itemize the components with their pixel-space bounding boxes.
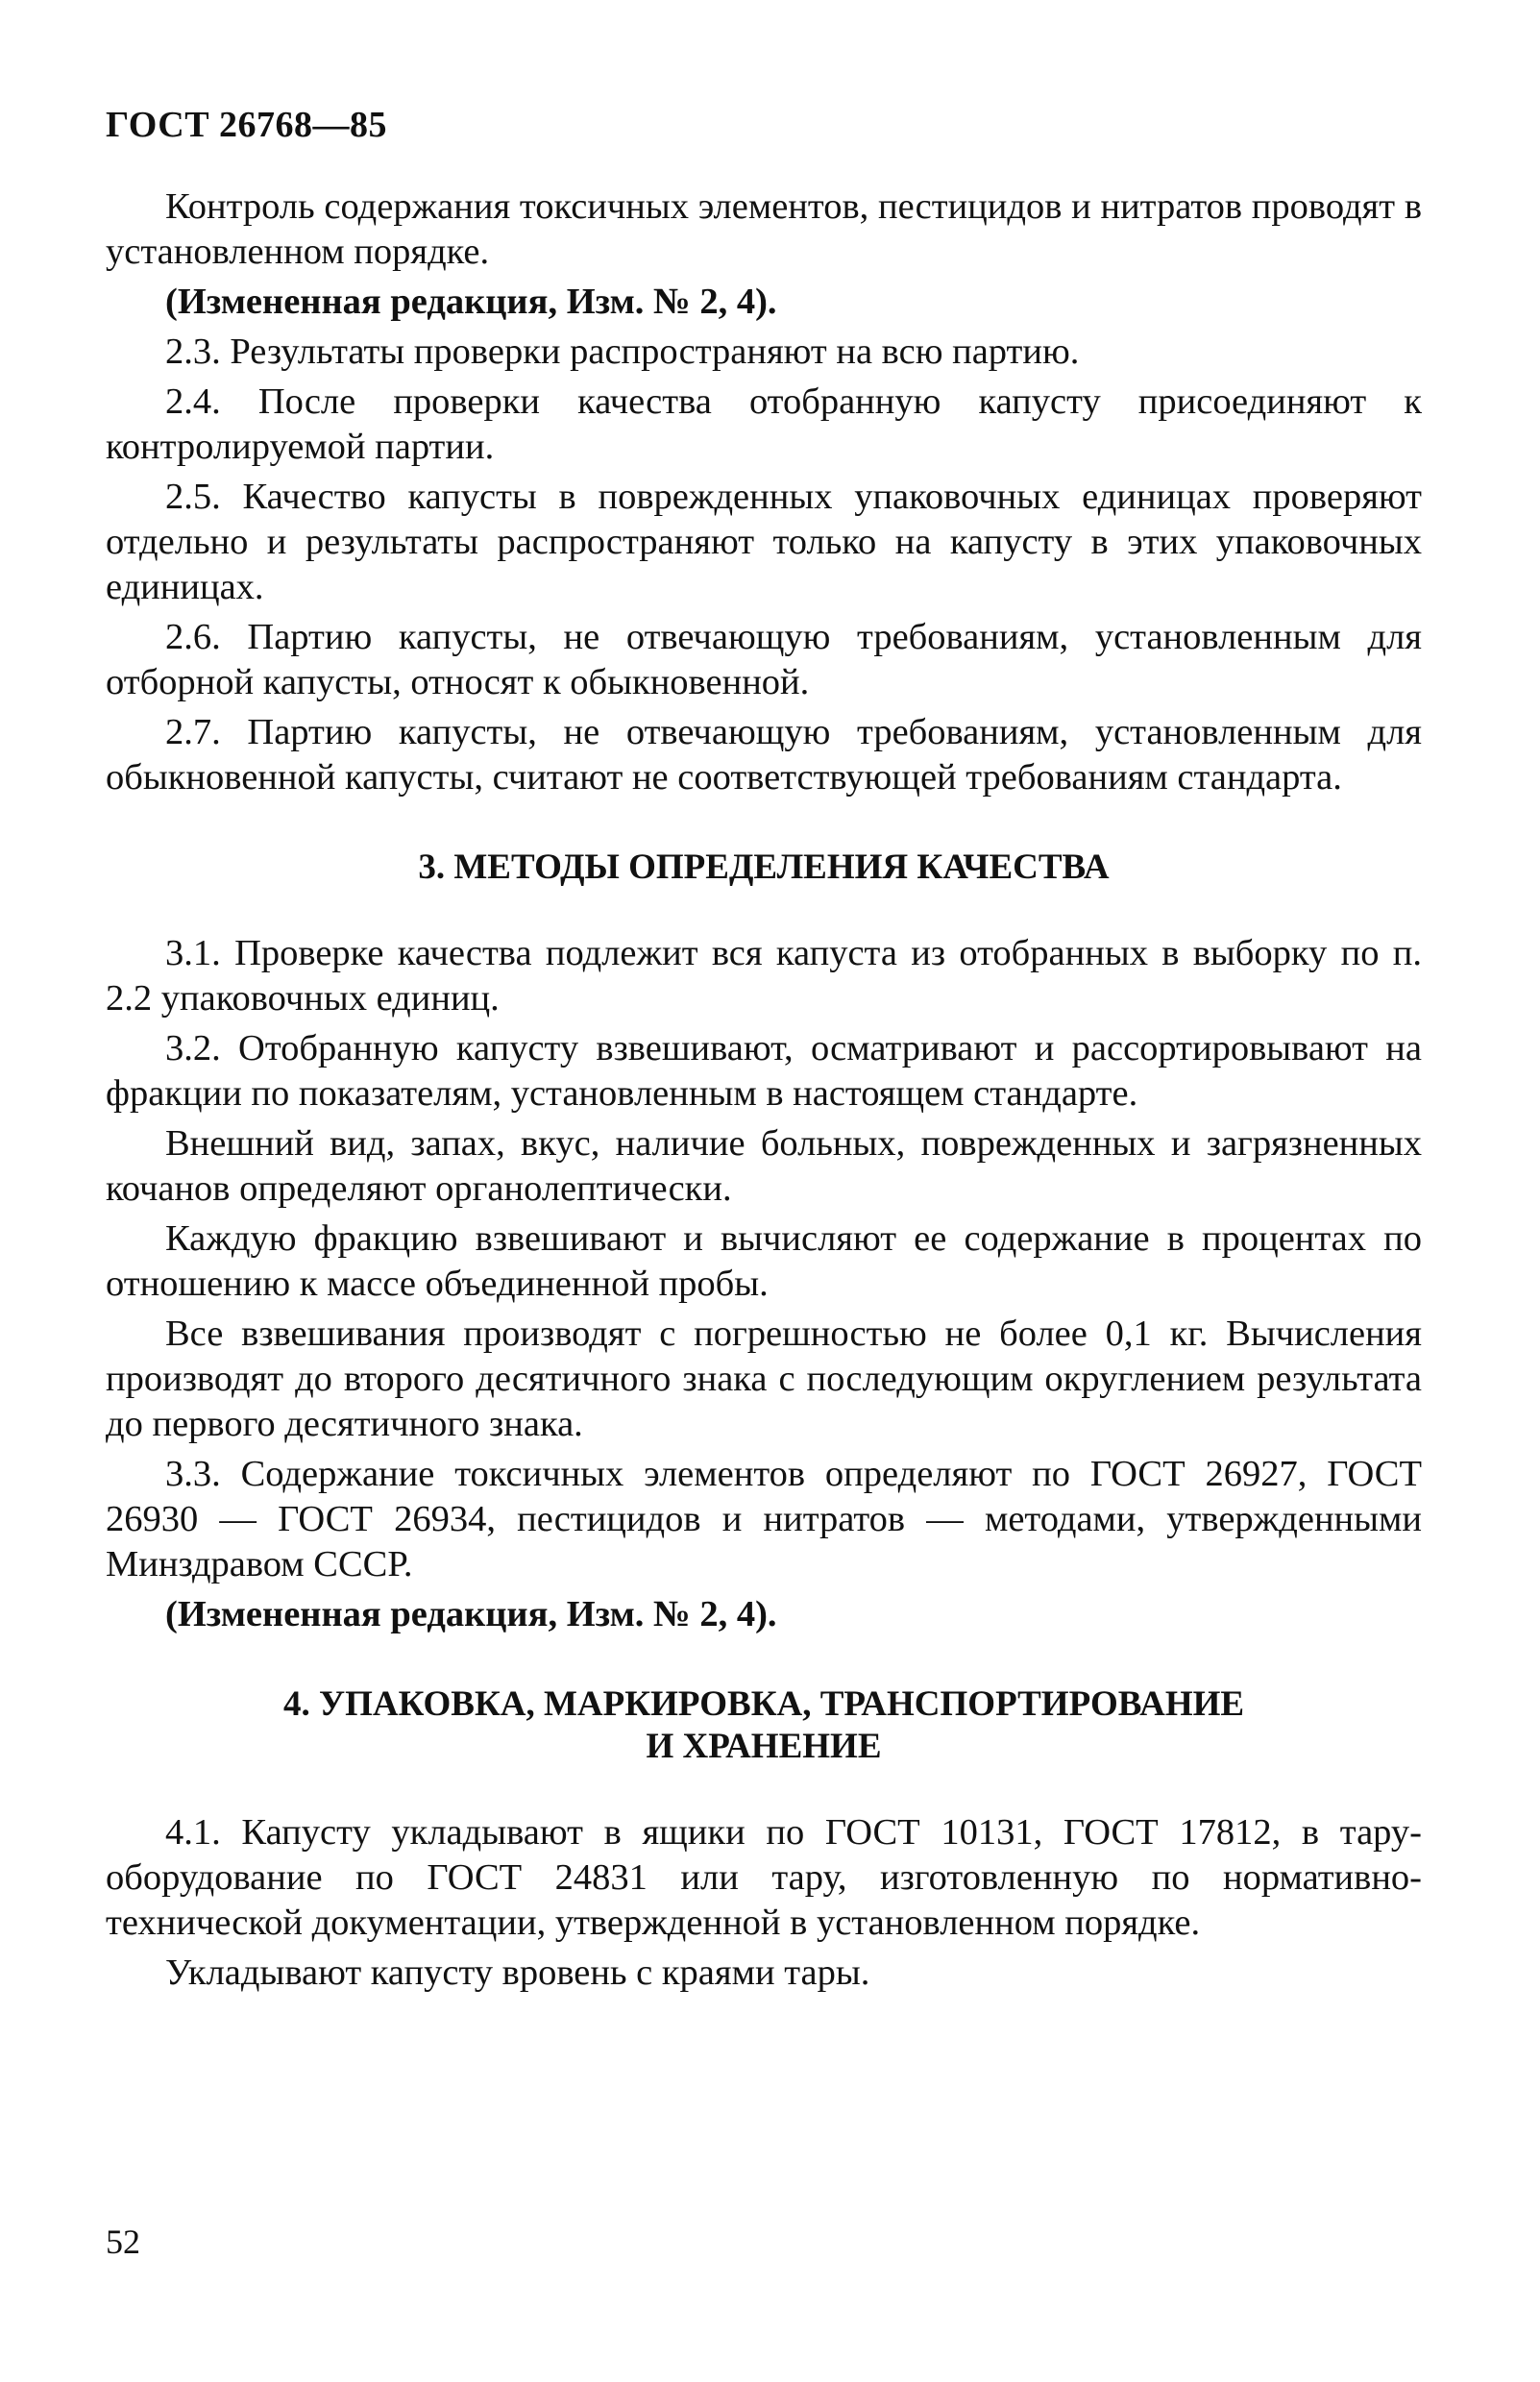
section-4-title bbox=[106, 1683, 1422, 1768]
page-number: 52 bbox=[106, 2222, 140, 2261]
document-header: ГОСТ 26768—85 bbox=[106, 105, 388, 145]
section-3-body bbox=[106, 931, 1422, 1637]
paragraph: Укладывают капусту вровень с краями тары. bbox=[165, 1952, 870, 1993]
paragraph: 2.6. Партию капусты, не отвечающую требованиям, установленным для отборной капусты, относят к обыкновенной. bbox=[106, 617, 1422, 702]
paragraph: 3.3. Содержание токсичных элементов определяют по ГОСТ 26927, ГОСТ 26930 — ГОСТ 26934, пестицидов и нитратов — методами, утвержденными Минздравом СССР. bbox=[106, 1454, 1422, 1584]
section-4-title-line-2: И ХРАНЕНИЕ bbox=[646, 1727, 882, 1766]
paragraph: 2.5. Качество капусты в поврежденных упаковочных единицах проверяют отдельно и результаты распространяют только на капусту в этих упаковочных единицах. bbox=[106, 477, 1422, 607]
paragraph: Все взвешивания производят с погрешностью не более 0,1 кг. Вычисления производят до второго десятичного знака с последующим округлением результата до первого десятичного знака. bbox=[106, 1314, 1422, 1444]
paragraph: 2.3. Результаты проверки распространяют на всю партию. bbox=[165, 332, 1080, 372]
paragraph: 2.7. Партию капусты, не отвечающую требованиям, установленным для обыкновенной капусты, считают не соответствующей требованиям стандарта. bbox=[106, 712, 1422, 798]
section-3-title: 3. МЕТОДЫ ОПРЕДЕЛЕНИЯ КАЧЕСТВА bbox=[418, 847, 1110, 887]
section-4-title-line-1: 4. УПАКОВКА, МАРКИРОВКА, ТРАНСПОРТИРОВАНИЕ bbox=[282, 1684, 1245, 1724]
paragraph: 2.4. После проверки качества отобранную капусту присоединяют к контролируемой партии. bbox=[106, 381, 1422, 467]
paragraph: 3.1. Проверке качества подлежит вся капуста из отобранных в выборку по п. 2.2 упаковочных единиц. bbox=[106, 933, 1422, 1019]
document-page bbox=[106, 104, 1422, 2314]
amendment-note: (Измененная редакция, Изм. № 2, 4). bbox=[165, 282, 777, 322]
paragraph: Внешний вид, запах, вкус, наличие больных, поврежденных и загрязненных кочанов определяют органолептически. bbox=[106, 1123, 1422, 1209]
paragraphs-before-section-3 bbox=[106, 184, 1422, 800]
paragraph: Контроль содержания токсичных элементов, пестицидов и нитратов проводят в установленном порядке. bbox=[106, 186, 1422, 272]
paragraph: 4.1. Капусту укладывают в ящики по ГОСТ 10131, ГОСТ 17812, в тару-оборудование по ГОСТ 24831 или тару, изготовленную по нормативно-технической документации, утвержденной в установленном порядке. bbox=[106, 1812, 1422, 1943]
section-4-body bbox=[106, 1810, 1422, 1996]
paragraph: 3.2. Отобранную капусту взвешивают, осматривают и рассортировывают на фракции по показателям, установленным в настоящем стандарте. bbox=[106, 1028, 1422, 1114]
paragraph: Каждую фракцию взвешивают и вычисляют ее содержание в процентах по отношению к массе объединенной пробы. bbox=[106, 1218, 1422, 1304]
amendment-note: (Измененная редакция, Изм. № 2, 4). bbox=[165, 1594, 777, 1634]
